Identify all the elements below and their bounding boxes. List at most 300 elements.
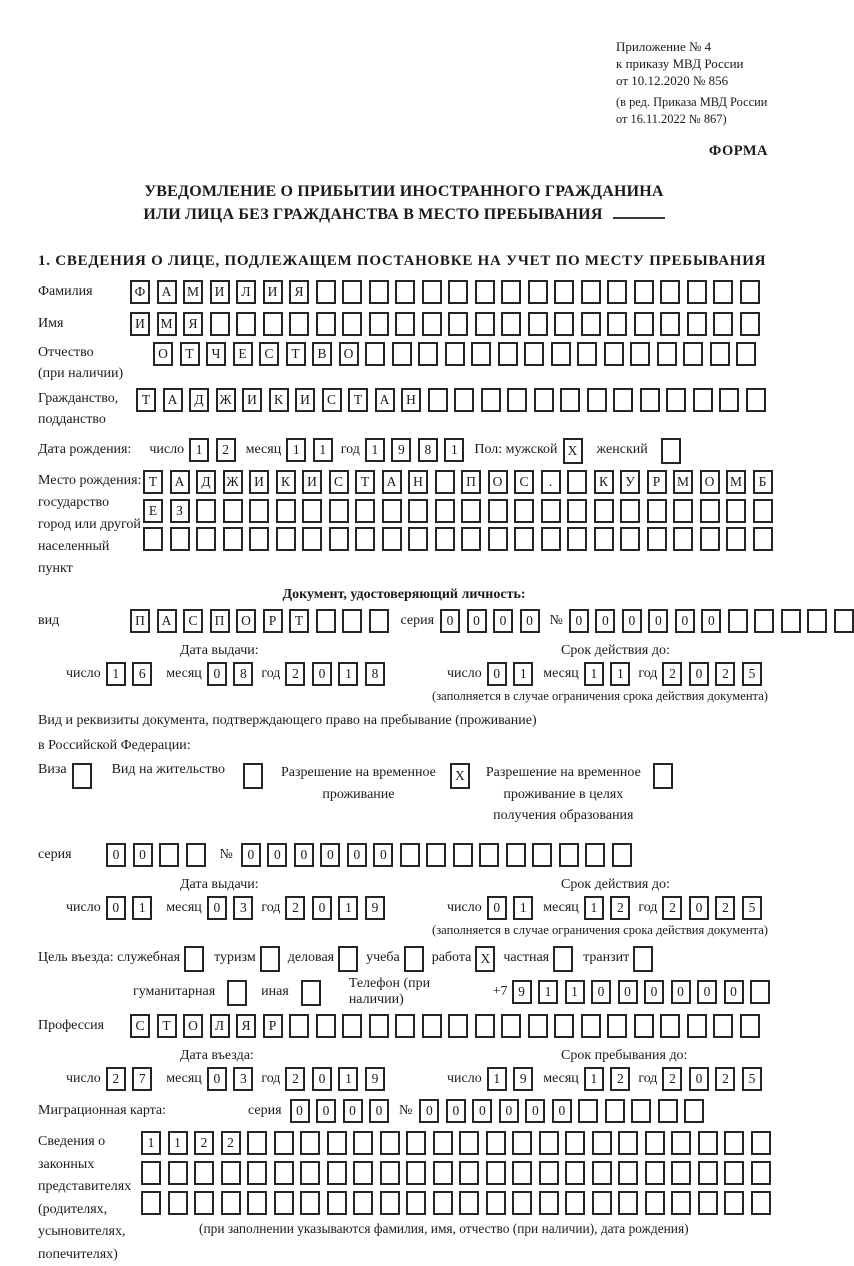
char-cell[interactable]: 5 [742, 662, 762, 686]
char-cell[interactable]: Ф [130, 280, 150, 304]
char-cell[interactable]: С [322, 388, 342, 412]
temp-permit-checkbox[interactable] [450, 763, 470, 789]
char-cell[interactable]: Ч [206, 342, 226, 366]
char-cell[interactable] [223, 527, 243, 551]
char-cell[interactable]: И [263, 280, 283, 304]
char-cell[interactable] [196, 499, 216, 523]
char-cell[interactable]: 2 [610, 1067, 630, 1091]
char-cell[interactable] [528, 312, 548, 336]
char-cell[interactable]: 0 [595, 609, 615, 633]
char-cell[interactable] [592, 1161, 612, 1185]
char-cell[interactable] [210, 312, 230, 336]
char-cell[interactable] [581, 1014, 601, 1038]
char-cell[interactable]: А [170, 470, 190, 494]
birth-year-field[interactable] [365, 438, 465, 462]
char-cell[interactable]: 1 [338, 1067, 358, 1091]
char-cell[interactable] [408, 499, 428, 523]
char-cell[interactable] [592, 1131, 612, 1155]
char-cell[interactable] [395, 312, 415, 336]
purpose-work-checkbox[interactable] [475, 946, 495, 972]
char-cell[interactable] [553, 946, 573, 972]
char-cell[interactable] [194, 1191, 214, 1215]
char-cell[interactable] [369, 609, 389, 633]
char-cell[interactable]: 9 [365, 1067, 385, 1091]
char-cell[interactable] [300, 1191, 320, 1215]
char-cell[interactable] [501, 312, 521, 336]
char-cell[interactable] [807, 609, 827, 633]
char-cell[interactable] [631, 1099, 651, 1123]
char-cell[interactable] [353, 1191, 373, 1215]
char-cell[interactable]: 2 [106, 1067, 126, 1091]
char-cell[interactable] [243, 763, 263, 789]
char-cell[interactable] [365, 342, 385, 366]
char-cell[interactable] [634, 312, 654, 336]
char-cell[interactable]: 0 [267, 843, 287, 867]
char-cell[interactable]: И [242, 388, 262, 412]
char-cell[interactable]: 1 [313, 438, 333, 462]
char-cell[interactable]: X [475, 946, 495, 972]
char-cell[interactable]: 0 [207, 1067, 227, 1091]
char-cell[interactable] [316, 609, 336, 633]
char-cell[interactable] [498, 342, 518, 366]
representatives-row1-field[interactable] [141, 1131, 771, 1155]
char-cell[interactable] [249, 527, 269, 551]
char-cell[interactable] [620, 499, 640, 523]
char-cell[interactable] [316, 1014, 336, 1038]
char-cell[interactable] [395, 1014, 415, 1038]
char-cell[interactable]: 0 [487, 896, 507, 920]
char-cell[interactable]: 1 [365, 438, 385, 462]
char-cell[interactable]: 0 [316, 1099, 336, 1123]
char-cell[interactable] [567, 470, 587, 494]
char-cell[interactable] [382, 499, 402, 523]
char-cell[interactable]: 2 [285, 896, 305, 920]
char-cell[interactable]: 0 [525, 1099, 545, 1123]
char-cell[interactable] [428, 388, 448, 412]
char-cell[interactable] [159, 843, 179, 867]
char-cell[interactable] [329, 527, 349, 551]
char-cell[interactable]: А [163, 388, 183, 412]
char-cell[interactable] [329, 499, 349, 523]
char-cell[interactable] [481, 388, 501, 412]
char-cell[interactable] [247, 1191, 267, 1215]
char-cell[interactable] [247, 1161, 267, 1185]
char-cell[interactable]: Б [753, 470, 773, 494]
char-cell[interactable] [607, 280, 627, 304]
char-cell[interactable] [501, 1014, 521, 1038]
sex-female-checkbox[interactable] [661, 438, 681, 464]
char-cell[interactable]: Т [180, 342, 200, 366]
char-cell[interactable] [406, 1131, 426, 1155]
char-cell[interactable] [507, 388, 527, 412]
visa-checkbox[interactable] [72, 763, 92, 789]
char-cell[interactable] [645, 1131, 665, 1155]
char-cell[interactable] [400, 843, 420, 867]
char-cell[interactable] [647, 499, 667, 523]
char-cell[interactable] [501, 280, 521, 304]
char-cell[interactable]: 0 [312, 662, 332, 686]
mig-number-field[interactable] [419, 1099, 704, 1123]
char-cell[interactable]: О [183, 1014, 203, 1038]
char-cell[interactable]: 3 [233, 1067, 253, 1091]
char-cell[interactable]: Т [348, 388, 368, 412]
char-cell[interactable]: 9 [512, 980, 532, 1004]
char-cell[interactable] [754, 609, 774, 633]
char-cell[interactable]: 2 [194, 1131, 214, 1155]
char-cell[interactable]: Е [233, 342, 253, 366]
char-cell[interactable]: Е [143, 499, 163, 523]
char-cell[interactable] [512, 1191, 532, 1215]
char-cell[interactable] [750, 980, 770, 1004]
char-cell[interactable] [736, 342, 756, 366]
char-cell[interactable] [300, 1131, 320, 1155]
stay-day-field[interactable] [487, 1067, 534, 1091]
char-cell[interactable] [660, 280, 680, 304]
char-cell[interactable] [726, 499, 746, 523]
char-cell[interactable]: 0 [671, 980, 691, 1004]
char-cell[interactable]: X [563, 438, 583, 464]
char-cell[interactable]: 0 [618, 980, 638, 1004]
char-cell[interactable]: 0 [648, 609, 668, 633]
char-cell[interactable] [435, 527, 455, 551]
char-cell[interactable] [698, 1161, 718, 1185]
mig-series-field[interactable] [290, 1099, 390, 1123]
doc-valid-day-field[interactable] [487, 662, 534, 686]
char-cell[interactable] [551, 342, 571, 366]
permit-valid-day-field[interactable] [487, 896, 534, 920]
char-cell[interactable] [671, 1131, 691, 1155]
char-cell[interactable]: К [276, 470, 296, 494]
char-cell[interactable]: 9 [365, 896, 385, 920]
char-cell[interactable] [274, 1161, 294, 1185]
birth-month-field[interactable] [286, 438, 333, 462]
permit-issue-year-field[interactable] [285, 896, 385, 920]
char-cell[interactable] [539, 1161, 559, 1185]
char-cell[interactable]: 1 [444, 438, 464, 462]
char-cell[interactable]: И [295, 388, 315, 412]
edu-permit-checkbox[interactable] [653, 763, 673, 789]
char-cell[interactable]: 2 [715, 662, 735, 686]
char-cell[interactable] [327, 1131, 347, 1155]
doc-issue-day-field[interactable] [106, 662, 153, 686]
char-cell[interactable] [342, 609, 362, 633]
char-cell[interactable]: Я [236, 1014, 256, 1038]
char-cell[interactable] [276, 499, 296, 523]
char-cell[interactable] [687, 312, 707, 336]
char-cell[interactable] [327, 1161, 347, 1185]
char-cell[interactable]: У [620, 470, 640, 494]
char-cell[interactable] [422, 280, 442, 304]
char-cell[interactable] [453, 843, 473, 867]
char-cell[interactable] [196, 527, 216, 551]
char-cell[interactable]: 0 [347, 843, 367, 867]
sex-male-checkbox[interactable] [563, 438, 583, 464]
char-cell[interactable] [581, 312, 601, 336]
char-cell[interactable]: Н [408, 470, 428, 494]
char-cell[interactable]: Р [263, 1014, 283, 1038]
char-cell[interactable] [369, 280, 389, 304]
char-cell[interactable] [486, 1191, 506, 1215]
char-cell[interactable] [560, 388, 580, 412]
char-cell[interactable] [170, 527, 190, 551]
char-cell[interactable]: Т [289, 609, 309, 633]
char-cell[interactable] [673, 527, 693, 551]
char-cell[interactable] [479, 843, 499, 867]
char-cell[interactable]: К [269, 388, 289, 412]
char-cell[interactable]: 1 [168, 1131, 188, 1155]
char-cell[interactable] [724, 1191, 744, 1215]
representatives-row3-field[interactable] [141, 1191, 771, 1215]
stay-year-field[interactable] [662, 1067, 762, 1091]
char-cell[interactable] [486, 1131, 506, 1155]
char-cell[interactable]: П [461, 470, 481, 494]
char-cell[interactable] [528, 280, 548, 304]
char-cell[interactable]: А [157, 280, 177, 304]
char-cell[interactable] [459, 1131, 479, 1155]
char-cell[interactable] [713, 312, 733, 336]
char-cell[interactable] [781, 609, 801, 633]
char-cell[interactable]: 0 [446, 1099, 466, 1123]
char-cell[interactable] [448, 312, 468, 336]
char-cell[interactable]: 0 [697, 980, 717, 1004]
char-cell[interactable] [740, 312, 760, 336]
purpose-official-checkbox[interactable] [184, 946, 204, 972]
char-cell[interactable] [753, 499, 773, 523]
char-cell[interactable]: Ж [216, 388, 236, 412]
char-cell[interactable] [746, 388, 766, 412]
char-cell[interactable]: 0 [675, 609, 695, 633]
purpose-tourism-checkbox[interactable] [260, 946, 280, 972]
char-cell[interactable] [666, 388, 686, 412]
permit-issue-day-field[interactable] [106, 896, 153, 920]
char-cell[interactable]: 6 [132, 662, 152, 686]
char-cell[interactable] [687, 1014, 707, 1038]
char-cell[interactable] [274, 1191, 294, 1215]
char-cell[interactable] [433, 1191, 453, 1215]
char-cell[interactable] [223, 499, 243, 523]
char-cell[interactable] [687, 280, 707, 304]
char-cell[interactable]: Т [157, 1014, 177, 1038]
char-cell[interactable] [532, 843, 552, 867]
char-cell[interactable] [541, 499, 561, 523]
char-cell[interactable]: 0 [487, 662, 507, 686]
birthplace-row1-field[interactable] [143, 470, 773, 494]
char-cell[interactable] [539, 1191, 559, 1215]
char-cell[interactable]: 1 [338, 662, 358, 686]
char-cell[interactable] [724, 1131, 744, 1155]
char-cell[interactable]: Л [210, 1014, 230, 1038]
representatives-row2-field[interactable] [141, 1161, 771, 1185]
char-cell[interactable]: 8 [233, 662, 253, 686]
char-cell[interactable] [380, 1131, 400, 1155]
char-cell[interactable] [263, 312, 283, 336]
char-cell[interactable] [660, 312, 680, 336]
char-cell[interactable]: 1 [487, 1067, 507, 1091]
citizenship-field[interactable] [136, 388, 766, 412]
char-cell[interactable] [302, 499, 322, 523]
char-cell[interactable]: И [249, 470, 269, 494]
char-cell[interactable]: 1 [584, 662, 604, 686]
char-cell[interactable] [585, 843, 605, 867]
char-cell[interactable] [594, 499, 614, 523]
purpose-humanitarian-checkbox[interactable] [227, 980, 247, 1006]
char-cell[interactable]: Т [286, 342, 306, 366]
doc-series-field[interactable] [440, 609, 540, 633]
char-cell[interactable] [221, 1191, 241, 1215]
char-cell[interactable] [486, 1161, 506, 1185]
char-cell[interactable]: Ж [223, 470, 243, 494]
char-cell[interactable] [671, 1191, 691, 1215]
char-cell[interactable]: О [153, 342, 173, 366]
char-cell[interactable] [406, 1191, 426, 1215]
char-cell[interactable]: 1 [584, 1067, 604, 1091]
char-cell[interactable]: 9 [391, 438, 411, 462]
char-cell[interactable] [565, 1191, 585, 1215]
char-cell[interactable] [567, 527, 587, 551]
char-cell[interactable] [422, 1014, 442, 1038]
char-cell[interactable] [647, 527, 667, 551]
char-cell[interactable]: 1 [132, 896, 152, 920]
char-cell[interactable] [698, 1131, 718, 1155]
char-cell[interactable] [578, 1099, 598, 1123]
char-cell[interactable]: 0 [369, 1099, 389, 1123]
char-cell[interactable] [719, 388, 739, 412]
char-cell[interactable]: 0 [241, 843, 261, 867]
char-cell[interactable]: 2 [221, 1131, 241, 1155]
char-cell[interactable]: 1 [189, 438, 209, 462]
char-cell[interactable]: 0 [106, 896, 126, 920]
permit-number-field[interactable] [241, 843, 632, 867]
char-cell[interactable]: 2 [662, 1067, 682, 1091]
char-cell[interactable] [633, 946, 653, 972]
char-cell[interactable]: 0 [569, 609, 589, 633]
char-cell[interactable]: М [183, 280, 203, 304]
char-cell[interactable] [426, 843, 446, 867]
char-cell[interactable] [382, 527, 402, 551]
char-cell[interactable]: Д [196, 470, 216, 494]
char-cell[interactable]: 1 [610, 662, 630, 686]
char-cell[interactable] [724, 1161, 744, 1185]
char-cell[interactable] [512, 1161, 532, 1185]
char-cell[interactable]: И [130, 312, 150, 336]
doc-number-field[interactable] [569, 609, 854, 633]
char-cell[interactable]: Т [136, 388, 156, 412]
char-cell[interactable] [260, 946, 280, 972]
char-cell[interactable] [514, 499, 534, 523]
char-cell[interactable] [587, 388, 607, 412]
char-cell[interactable]: X [450, 763, 470, 789]
char-cell[interactable]: 0 [312, 896, 332, 920]
birthplace-row2-field[interactable] [143, 499, 773, 523]
char-cell[interactable]: 0 [294, 843, 314, 867]
char-cell[interactable] [445, 342, 465, 366]
char-cell[interactable]: 0 [467, 609, 487, 633]
char-cell[interactable] [634, 280, 654, 304]
char-cell[interactable] [369, 1014, 389, 1038]
char-cell[interactable] [567, 499, 587, 523]
char-cell[interactable] [645, 1191, 665, 1215]
char-cell[interactable]: 2 [662, 662, 682, 686]
char-cell[interactable]: 0 [290, 1099, 310, 1123]
char-cell[interactable] [653, 763, 673, 789]
char-cell[interactable] [554, 312, 574, 336]
char-cell[interactable]: 2 [715, 896, 735, 920]
char-cell[interactable]: А [157, 609, 177, 633]
entry-month-field[interactable] [207, 1067, 254, 1091]
char-cell[interactable] [524, 342, 544, 366]
char-cell[interactable] [618, 1161, 638, 1185]
char-cell[interactable] [316, 312, 336, 336]
char-cell[interactable]: Я [183, 312, 203, 336]
char-cell[interactable]: П [210, 609, 230, 633]
char-cell[interactable]: 0 [591, 980, 611, 1004]
char-cell[interactable] [404, 946, 424, 972]
char-cell[interactable] [380, 1161, 400, 1185]
char-cell[interactable]: А [382, 470, 402, 494]
entry-day-field[interactable] [106, 1067, 153, 1091]
char-cell[interactable] [143, 527, 163, 551]
char-cell[interactable]: 0 [419, 1099, 439, 1123]
char-cell[interactable] [514, 527, 534, 551]
char-cell[interactable]: Р [647, 470, 667, 494]
char-cell[interactable] [247, 1131, 267, 1155]
char-cell[interactable]: 2 [715, 1067, 735, 1091]
char-cell[interactable] [276, 527, 296, 551]
char-cell[interactable] [539, 1131, 559, 1155]
purpose-transit-checkbox[interactable] [633, 946, 653, 972]
permit-series-field[interactable] [106, 843, 206, 867]
char-cell[interactable] [581, 280, 601, 304]
char-cell[interactable] [673, 499, 693, 523]
doc-issue-year-field[interactable] [285, 662, 385, 686]
permit-valid-year-field[interactable] [662, 896, 762, 920]
stay-month-field[interactable] [584, 1067, 631, 1091]
char-cell[interactable] [355, 499, 375, 523]
char-cell[interactable] [751, 1161, 771, 1185]
char-cell[interactable]: И [210, 280, 230, 304]
char-cell[interactable]: 1 [338, 896, 358, 920]
char-cell[interactable] [607, 312, 627, 336]
char-cell[interactable]: 0 [689, 1067, 709, 1091]
char-cell[interactable] [141, 1161, 161, 1185]
char-cell[interactable] [301, 980, 321, 1006]
char-cell[interactable]: 7 [132, 1067, 152, 1091]
char-cell[interactable] [274, 1131, 294, 1155]
phone-field[interactable] [512, 980, 771, 1004]
char-cell[interactable]: 1 [513, 896, 533, 920]
char-cell[interactable]: 0 [343, 1099, 363, 1123]
birth-day-field[interactable] [189, 438, 236, 462]
char-cell[interactable] [683, 342, 703, 366]
char-cell[interactable] [726, 527, 746, 551]
char-cell[interactable]: В [312, 342, 332, 366]
char-cell[interactable]: 5 [742, 1067, 762, 1091]
char-cell[interactable]: 0 [106, 843, 126, 867]
char-cell[interactable] [661, 438, 681, 464]
permit-valid-month-field[interactable] [584, 896, 631, 920]
char-cell[interactable] [184, 946, 204, 972]
char-cell[interactable] [380, 1191, 400, 1215]
char-cell[interactable]: 2 [216, 438, 236, 462]
char-cell[interactable] [645, 1161, 665, 1185]
char-cell[interactable] [72, 763, 92, 789]
char-cell[interactable] [592, 1191, 612, 1215]
char-cell[interactable]: О [339, 342, 359, 366]
char-cell[interactable] [369, 312, 389, 336]
char-cell[interactable]: 0 [133, 843, 153, 867]
doc-kind-field[interactable] [130, 609, 389, 633]
char-cell[interactable] [630, 342, 650, 366]
